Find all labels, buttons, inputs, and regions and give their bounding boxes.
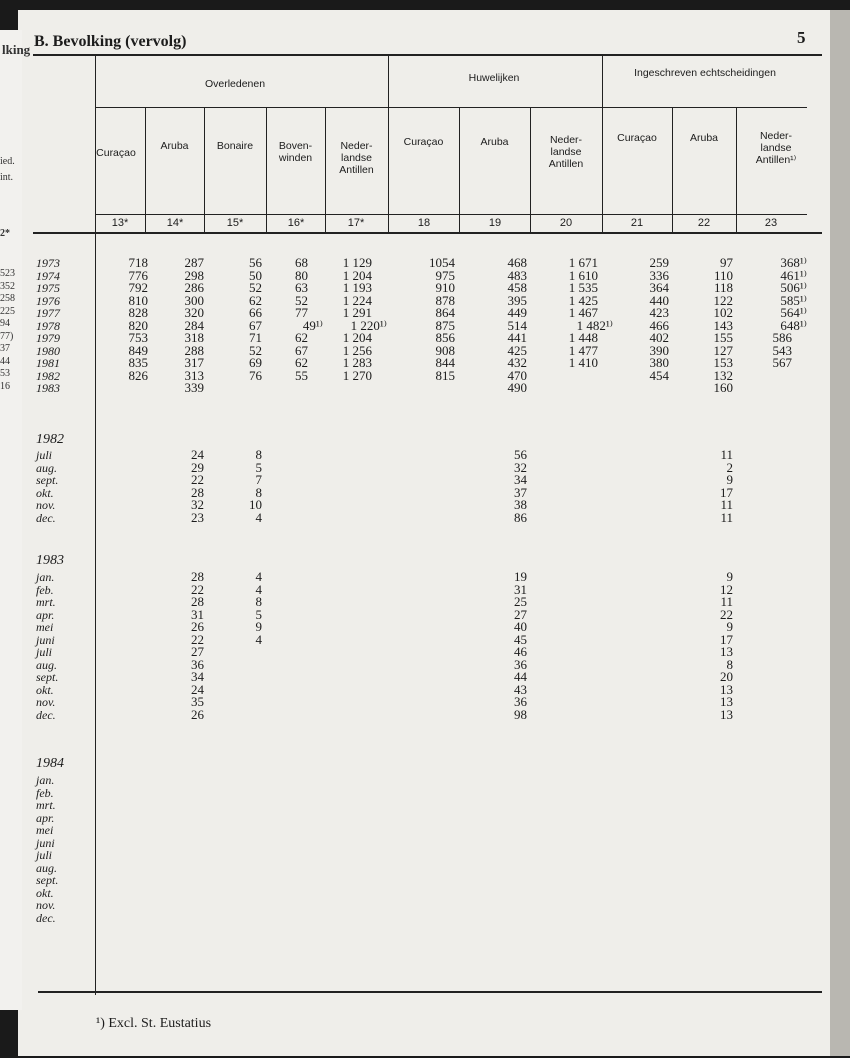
col-header: landse — [550, 146, 582, 158]
table-cell: 8 — [255, 484, 262, 500]
table-cell: 286 — [184, 280, 204, 295]
table-cell: 458 — [507, 280, 527, 295]
table-cell: 792 — [128, 280, 148, 295]
document-page — [18, 10, 830, 1056]
table-cell: 127 — [713, 342, 733, 358]
row-label-year: 1978 — [36, 318, 60, 333]
table-cell: 13 — [720, 694, 733, 709]
row-label-month: apr. — [36, 810, 55, 825]
row-label-month: okt. — [36, 485, 54, 500]
table-cell: 423 — [649, 305, 669, 320]
table-cell: 50 — [249, 267, 262, 283]
table-cell: 32 — [191, 497, 204, 512]
table-cell: 300 — [184, 292, 204, 308]
block-year-label: 1982 — [36, 432, 64, 447]
row-label-month: sept. — [36, 670, 59, 684]
table-cell: 153 — [713, 355, 733, 370]
table-cell: 31 — [191, 606, 204, 622]
table-cell: 564¹⁾ — [780, 305, 807, 320]
table-cell: 45 — [514, 631, 527, 647]
table-cell: 1054 — [429, 255, 455, 270]
table-cell: 514 — [507, 317, 527, 333]
table-cell: 66 — [249, 305, 262, 320]
table-cell: 425 — [507, 342, 527, 358]
table-cell: 975 — [435, 267, 455, 283]
row-label-month: apr. — [36, 607, 55, 622]
table-cell: 98 — [514, 706, 527, 722]
table-cell: 52 — [295, 292, 308, 308]
table-cell: 13 — [720, 706, 733, 722]
table-cell: 63 — [295, 280, 308, 295]
table-cell: 259 — [649, 255, 669, 270]
table-cell: 56 — [249, 255, 262, 270]
edge-number: 225 — [0, 305, 15, 317]
edge-number: 53 — [0, 368, 10, 379]
table-cell: 835 — [128, 355, 148, 370]
group-huwelijken: Huwelijken — [468, 72, 520, 84]
table-cell: 11 — [720, 447, 733, 462]
row-label-month: aug. — [36, 460, 57, 475]
table-cell: 13 — [720, 681, 733, 697]
table-cell: 11 — [720, 594, 733, 609]
page-number: 5 — [797, 28, 806, 47]
table-cell: 67 — [249, 317, 262, 333]
footnote: ¹) Excl. St. Eustatius — [96, 1016, 212, 1031]
col-header: Bonaire — [216, 140, 254, 152]
table-cell: 454 — [649, 367, 669, 383]
table-cell: 62 — [295, 355, 308, 370]
table-cell: 826 — [128, 367, 148, 383]
block-year-label: 1983 — [36, 553, 64, 568]
table-cell: 1 224 — [342, 292, 372, 308]
column-number: 23 — [764, 217, 778, 229]
table-cell: 1 220¹⁾ — [350, 317, 387, 333]
table-cell: 160 — [713, 380, 733, 395]
row-label-month: juli — [36, 848, 53, 862]
row-label-month: okt. — [36, 885, 54, 900]
edge-number: 258 — [0, 293, 15, 304]
table-cell: 20 — [720, 669, 733, 684]
table-cell: 466 — [649, 317, 669, 333]
table-cell: 12 — [720, 581, 733, 597]
row-label-year: 1979 — [36, 331, 60, 345]
table-cell: 1 477 — [568, 342, 598, 358]
table-cell: 543 — [772, 342, 792, 358]
table-cell: 110 — [713, 267, 733, 283]
row-label-month: dec. — [36, 510, 56, 525]
row-label-month: jan. — [36, 773, 55, 787]
col-header: Aruba — [689, 132, 719, 144]
table-cell: 7 — [255, 472, 262, 487]
col-header: Neder- — [549, 134, 583, 146]
row-label-year: 1977 — [36, 306, 60, 320]
table-cell: 4 — [255, 569, 262, 584]
table-cell: 35 — [191, 694, 204, 709]
table-cell: 490 — [507, 380, 527, 395]
table-cell: 2 — [726, 459, 733, 475]
row-label-year: 1983 — [36, 381, 60, 395]
table-cell: 586 — [772, 330, 792, 345]
previous-page-edge — [0, 30, 31, 1010]
page-edge-shadow — [830, 10, 850, 1056]
row-label-month: mrt. — [36, 595, 56, 609]
table-top-rule — [33, 54, 822, 56]
row-label-month: feb. — [36, 582, 54, 597]
group-overledenen: Overledenen — [204, 78, 266, 90]
table-cell: 25 — [514, 594, 527, 609]
table-cell: 52 — [249, 342, 262, 358]
table-cell: 820 — [128, 317, 148, 333]
table-cell: 844 — [435, 355, 455, 370]
table-cell: 24 — [191, 447, 204, 462]
table-cell: 28 — [191, 484, 204, 500]
row-label-month: sept. — [36, 873, 59, 887]
table-cell: 1 270 — [342, 367, 372, 383]
rule — [388, 55, 389, 107]
table-cell: 27 — [191, 644, 204, 659]
header-bottom-rule — [33, 232, 822, 234]
table-cell: 36 — [514, 694, 527, 709]
table-cell: 864 — [435, 305, 455, 320]
table-cell: 878 — [435, 292, 455, 308]
table-cell: 155 — [713, 330, 733, 345]
group-echtscheidingen: Ingeschreven echtscheidingen — [634, 67, 776, 79]
col-header: Antillen — [339, 164, 374, 176]
table-cell: 1 256 — [342, 342, 372, 358]
table-cell: 4 — [255, 581, 262, 597]
table-cell: 402 — [649, 330, 669, 345]
table-cell: 718 — [128, 255, 148, 270]
table-cell: 380 — [649, 355, 669, 370]
row-label-month: aug. — [36, 860, 57, 875]
table-left-rule — [95, 55, 96, 995]
table-cell: 910 — [435, 280, 455, 295]
table-bottom-rule — [38, 991, 822, 993]
table-cell: 908 — [435, 342, 455, 358]
table-cell: 339 — [184, 380, 204, 395]
table-cell: 1 482¹⁾ — [576, 317, 613, 333]
table-cell: 102 — [713, 305, 733, 320]
table-cell: 390 — [649, 342, 669, 358]
table-cell: 470 — [507, 367, 527, 383]
table-cell: 284 — [184, 317, 204, 333]
row-label-month: juli — [36, 645, 53, 659]
table-cell: 86 — [514, 509, 527, 525]
page-title: B. Bevolking (vervolg) — [34, 33, 187, 50]
edge-number: 37 — [0, 343, 10, 354]
table-cell: 395 — [507, 292, 527, 308]
col-header: Neder- — [340, 140, 373, 152]
table-cell: 815 — [435, 367, 455, 383]
table-cell: 856 — [435, 330, 455, 345]
table-cell: 1 193 — [342, 280, 372, 295]
table-cell: 449 — [507, 305, 527, 320]
table-cell: 38 — [514, 497, 527, 512]
row-label-month: jan. — [36, 570, 55, 584]
table-cell: 67 — [295, 342, 308, 358]
column-number: 21 — [630, 217, 644, 229]
table-cell: 8 — [255, 594, 262, 609]
table-cell: 43 — [514, 681, 527, 697]
table-cell: 22 — [720, 606, 733, 622]
col-header: Boven- — [278, 140, 313, 152]
table-cell: 318 — [184, 330, 204, 345]
table-cell: 287 — [184, 255, 204, 270]
row-label-month: juli — [36, 448, 53, 462]
table-cell: 132 — [713, 367, 733, 383]
table-cell: 37 — [514, 484, 527, 500]
table-cell: 1 671 — [568, 255, 598, 270]
table-cell: 71 — [249, 330, 262, 345]
table-cell: 34 — [514, 472, 527, 487]
table-cell: 810 — [128, 292, 148, 308]
table-cell: 849 — [128, 342, 148, 358]
col-header: Neder- — [759, 130, 793, 142]
rule — [602, 55, 603, 107]
column-number: 19 — [488, 217, 502, 229]
table-cell: 1 283 — [342, 355, 372, 370]
colnum-rule — [95, 214, 807, 215]
table-cell: 22 — [191, 472, 204, 487]
table-cell: 13 — [720, 644, 733, 659]
column-number: 15* — [226, 217, 244, 229]
table-cell: 9 — [255, 619, 262, 634]
table-cell: 22 — [191, 581, 204, 597]
table-cell: 27 — [514, 606, 527, 622]
table-cell: 368¹⁾ — [780, 255, 807, 270]
table-cell: 76 — [249, 367, 262, 383]
table-cell: 62 — [295, 330, 308, 345]
table-cell: 11 — [720, 509, 733, 525]
table-cell: 40 — [514, 619, 527, 634]
row-label-year: 1981 — [36, 356, 60, 370]
row-label-year: 1976 — [36, 293, 60, 308]
table-cell: 80 — [295, 267, 308, 283]
table-cell: 11 — [720, 497, 733, 512]
table-cell: 9 — [726, 619, 733, 634]
table-cell: 23 — [191, 509, 204, 525]
table-cell: 1 204 — [342, 267, 372, 283]
table-cell: 1 410 — [568, 355, 598, 370]
row-label-month: nov. — [36, 695, 56, 709]
table-cell: 28 — [191, 594, 204, 609]
block-year-label: 1984 — [36, 756, 64, 771]
table-cell: 19 — [514, 569, 527, 584]
table-cell: 46 — [514, 644, 527, 659]
table-cell: 298 — [184, 267, 204, 283]
table-cell: 506¹⁾ — [780, 280, 807, 295]
row-label-month: sept. — [36, 473, 59, 487]
table-cell: 468 — [507, 255, 527, 270]
table-cell: 5 — [255, 459, 262, 475]
column-number: 14* — [166, 217, 184, 229]
table-cell: 461¹⁾ — [780, 267, 807, 283]
table-cell: 49¹⁾ — [302, 317, 323, 333]
table-cell: 34 — [191, 669, 204, 684]
edge-number: 16 — [0, 380, 10, 392]
row-label-month: mei — [36, 823, 54, 837]
table-cell: 828 — [128, 305, 148, 320]
table-cell: 5 — [255, 606, 262, 622]
table-cell: 336 — [649, 267, 669, 283]
row-label-month: juni — [36, 835, 55, 850]
row-label-month: aug. — [36, 657, 57, 672]
table-cell: 8 — [255, 447, 262, 462]
table-cell: 62 — [249, 292, 262, 308]
table-cell: 17 — [720, 631, 733, 647]
col-header: Aruba — [480, 136, 509, 148]
table-cell: 753 — [128, 330, 148, 345]
column-number: 13* — [111, 217, 129, 229]
table-cell: 29 — [191, 459, 204, 475]
row-label-year: 1973 — [36, 256, 60, 270]
table-cell: 776 — [128, 267, 148, 283]
table-cell: 1 610 — [568, 267, 598, 283]
row-label-month: mrt. — [36, 798, 56, 812]
table-cell: 143 — [713, 317, 733, 333]
col-header: Antillen — [548, 158, 584, 170]
table-cell: 1 204 — [342, 330, 372, 345]
table-cell: 585¹⁾ — [780, 292, 807, 308]
edge-number: 44 — [0, 355, 10, 367]
col-header: Curaçao — [403, 136, 444, 148]
column-number: 22 — [697, 217, 711, 229]
edge-text: 2* — [0, 228, 10, 239]
col-header: landse — [341, 152, 372, 164]
column-number: 17* — [347, 217, 365, 229]
edge-number: 77) — [0, 330, 14, 342]
col-header: Curaçao — [617, 132, 657, 144]
column-number: 16* — [287, 217, 305, 229]
table-cell: 648¹⁾ — [780, 317, 807, 333]
table-cell: 17 — [720, 484, 733, 500]
edge-text: int. — [0, 172, 14, 183]
column-number: 18 — [417, 217, 431, 229]
table-cell: 32 — [514, 459, 527, 475]
table-cell: 288 — [184, 342, 204, 358]
table-cell: 44 — [514, 669, 527, 684]
table-cell: 24 — [191, 681, 204, 697]
edge-text: ied. — [0, 156, 15, 167]
table-cell: 9 — [726, 569, 733, 584]
table-cell: 441 — [507, 330, 527, 345]
table-cell: 567 — [772, 355, 792, 370]
table-cell: 26 — [191, 706, 204, 722]
table-cell: 77 — [295, 305, 308, 320]
row-label-month: mei — [36, 620, 54, 634]
table-cell: 875 — [435, 317, 455, 333]
table-cell: 440 — [649, 292, 669, 308]
table-cell: 31 — [514, 581, 527, 597]
table-cell: 118 — [713, 280, 733, 295]
row-label-year: 1975 — [36, 281, 60, 295]
table-cell: 55 — [295, 367, 308, 383]
table-cell: 1 291 — [342, 305, 372, 320]
table-cell: 4 — [255, 509, 262, 525]
col-header: landse — [760, 142, 792, 154]
table-cell: 1 467 — [568, 305, 598, 320]
row-label-year: 1980 — [36, 343, 60, 358]
edge-numbers — [0, 268, 15, 393]
table-cell: 1 448 — [568, 330, 598, 345]
table-cell: 36 — [514, 656, 527, 672]
table-cell: 1 425 — [568, 292, 598, 308]
row-label-year: 1974 — [36, 268, 60, 283]
table-cell: 36 — [191, 656, 204, 672]
table-cell: 52 — [249, 280, 262, 295]
row-label-month: nov. — [36, 898, 56, 912]
row-label-month: juni — [36, 632, 55, 647]
row-label-month: dec. — [36, 707, 56, 722]
row-label-month: nov. — [36, 498, 56, 512]
table-cell: 364 — [649, 280, 669, 295]
table-cell: 320 — [184, 305, 204, 320]
col-header: Curaçao — [96, 147, 136, 159]
edge-number: 94 — [0, 318, 10, 329]
table-cell: 122 — [713, 292, 733, 308]
table-cell: 483 — [507, 267, 527, 283]
column-number: 20 — [559, 217, 573, 229]
table-cell: 317 — [184, 355, 204, 370]
table-cell: 26 — [191, 619, 204, 634]
row-label-year: 1982 — [36, 368, 60, 383]
edge-number: 523 — [0, 268, 15, 279]
table-cell: 22 — [191, 631, 204, 647]
table-cell: 56 — [514, 447, 527, 462]
table-cell: 313 — [184, 367, 204, 383]
edge-heading: lking — [2, 42, 31, 57]
table-cell: 1 129 — [342, 255, 372, 270]
table-cell: 10 — [249, 497, 262, 512]
table-cell: 9 — [726, 472, 733, 487]
edge-number: 352 — [0, 280, 15, 292]
row-label-month: feb. — [36, 785, 54, 800]
table-cell: 69 — [249, 355, 262, 370]
row-label-month: dec. — [36, 910, 56, 925]
col-header: Aruba — [160, 140, 189, 152]
group-rule — [95, 107, 807, 108]
table-cell: 4 — [255, 631, 262, 647]
table-cell: 28 — [191, 569, 204, 584]
table-cell: 97 — [720, 255, 733, 270]
table-cell: 8 — [726, 656, 733, 672]
col-header: winden — [278, 152, 313, 164]
col-header: Antillen¹⁾ — [755, 154, 797, 166]
table-cell: 68 — [295, 255, 308, 270]
table-cell: 432 — [507, 355, 527, 370]
table-cell: 1 535 — [568, 280, 598, 295]
row-label-month: okt. — [36, 682, 54, 697]
